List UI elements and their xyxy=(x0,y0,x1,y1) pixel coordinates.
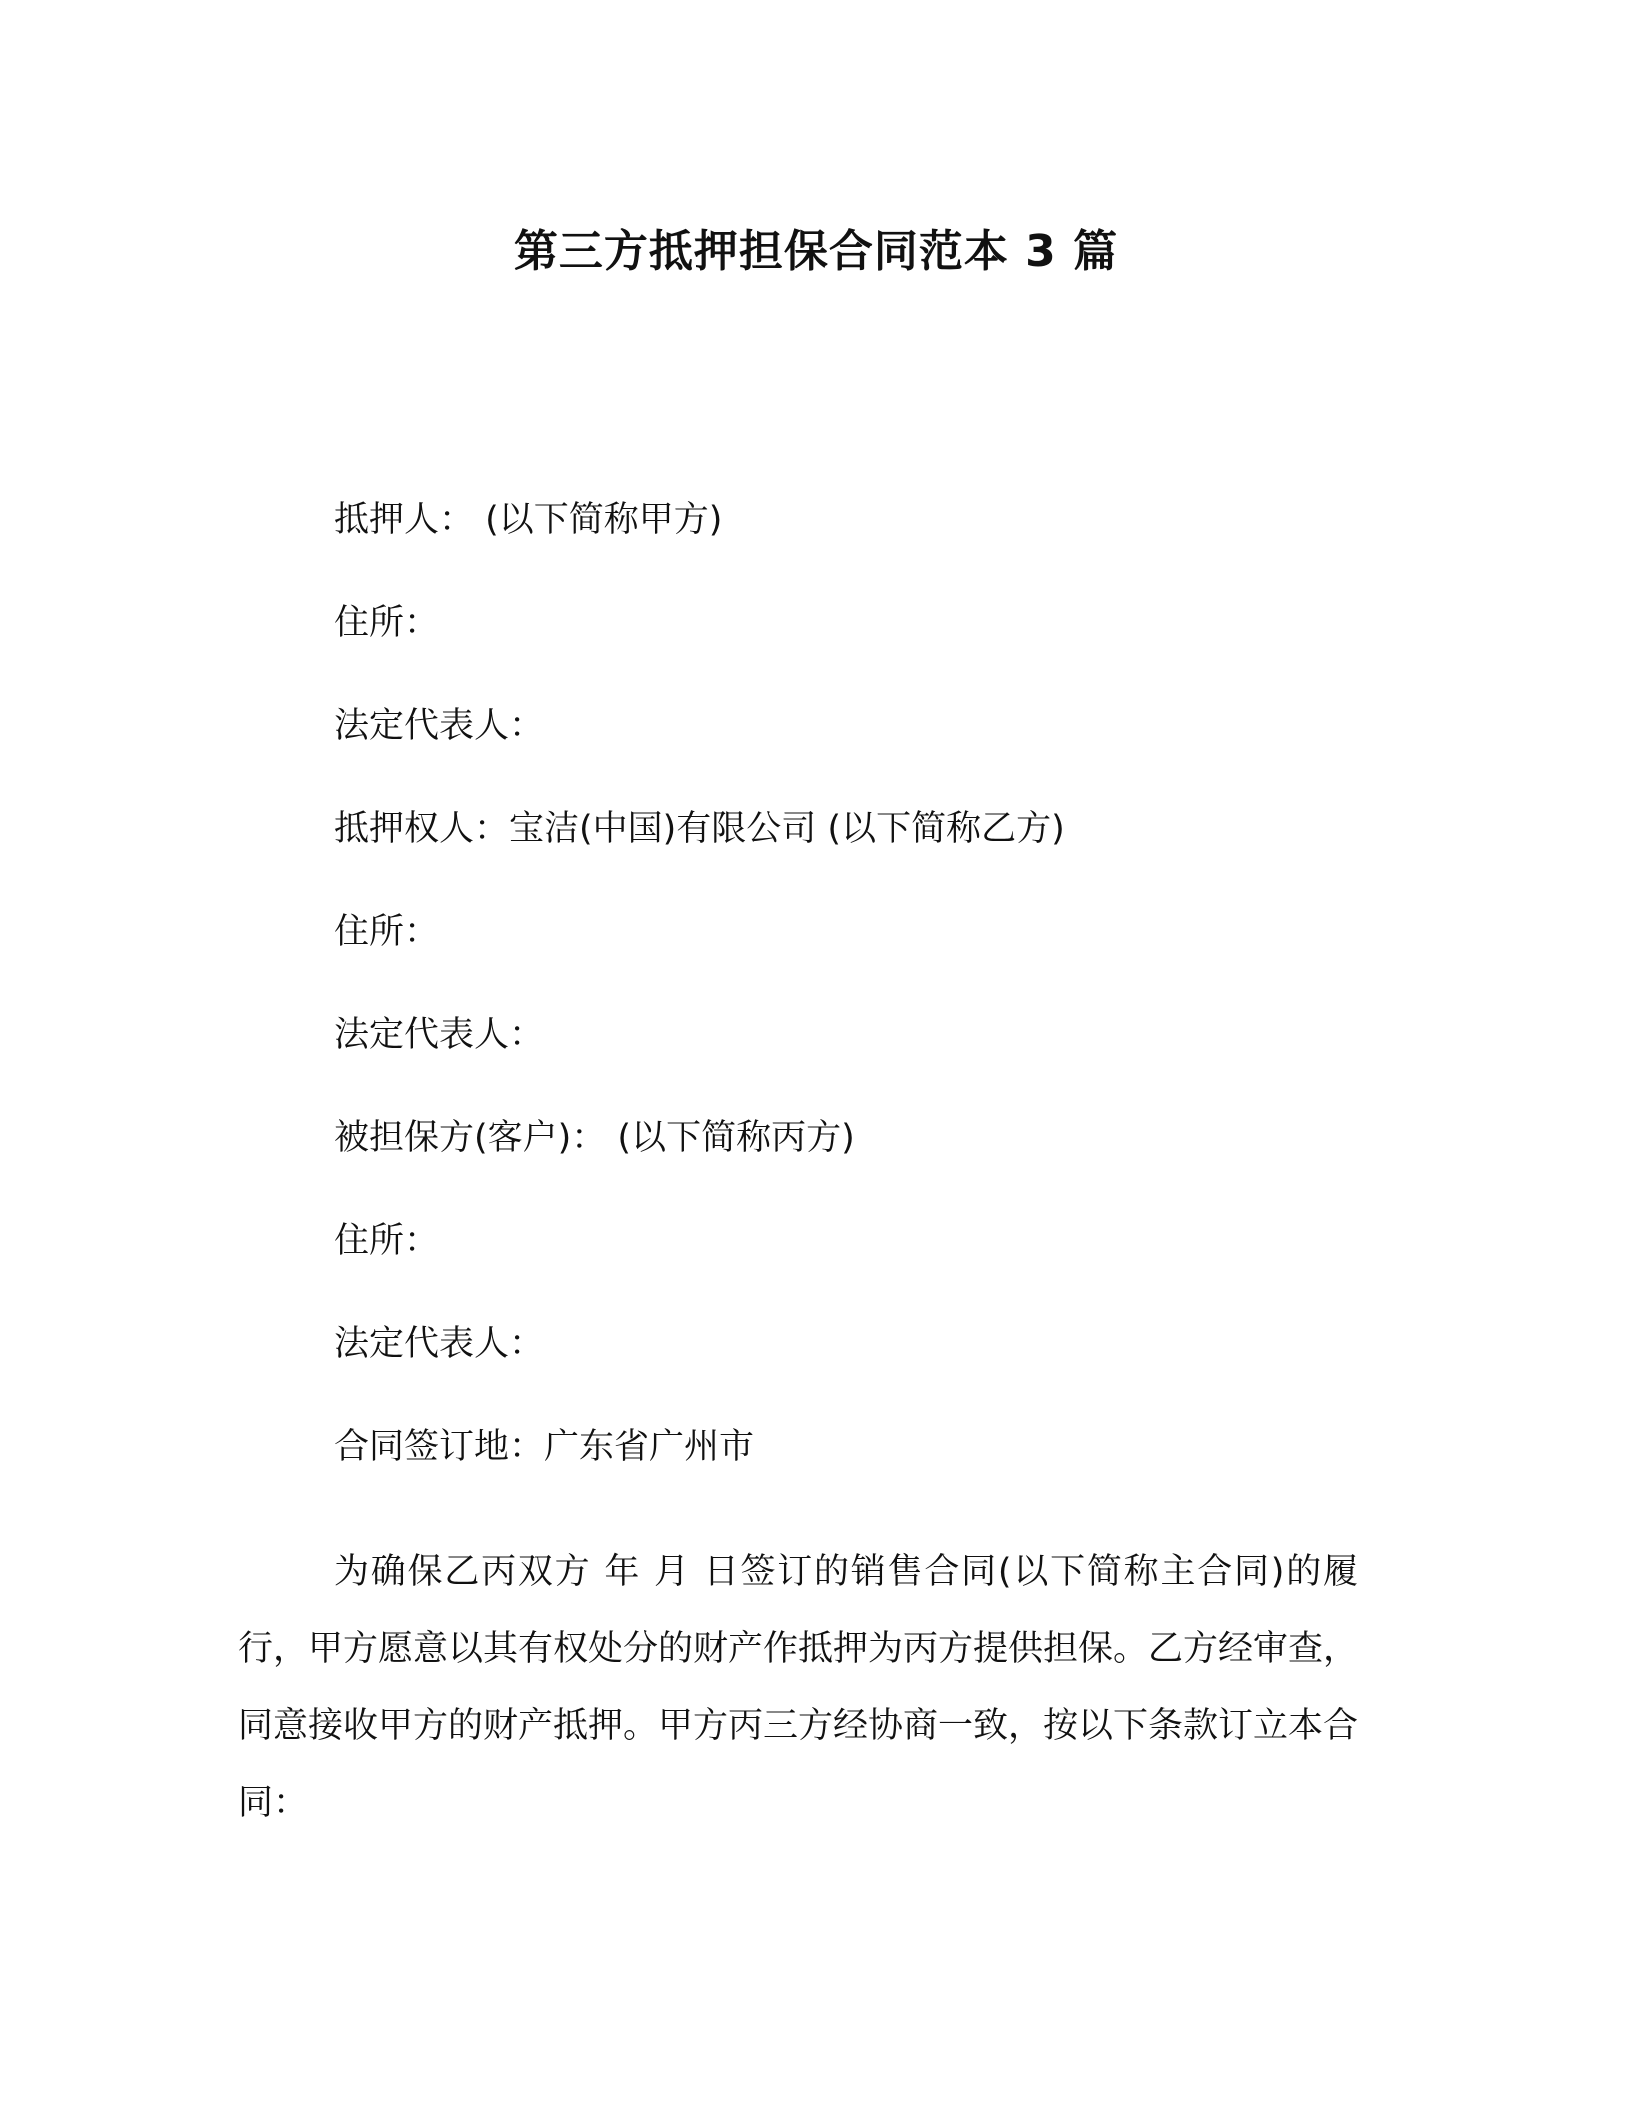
field-signing-place: 合同签订地：广东省广州市 xyxy=(334,1427,755,1467)
field-mortgagee-address: 住所： xyxy=(334,912,440,952)
field-mortgagor-legal-rep: 法定代表人： xyxy=(334,706,545,746)
field-guaranteed-party: 被担保方(客户)： (以下简称丙方) xyxy=(334,1118,855,1158)
body-paragraph: 为确保乙丙双方 年 月 日签订的销售合同(以下简称主合同)的履行，甲方愿意以其有权处分的财产作抵押为丙方提供担保。乙方经审查，同意接收甲方的财产抵押。甲方丙三方经协商一致，按以下条款订立本合同： xyxy=(238,1552,1359,1823)
document-title: 第三方抵押担保合同范本 3 篇 xyxy=(513,226,1119,277)
field-guaranteed-address: 住所： xyxy=(334,1221,440,1261)
field-mortgagor-address: 住所： xyxy=(334,603,440,643)
field-guaranteed-legal-rep: 法定代表人： xyxy=(334,1324,545,1364)
field-mortgagee: 抵押权人：宝洁(中国)有限公司 (以下简称乙方) xyxy=(334,809,1065,849)
field-mortgagor: 抵押人： (以下简称甲方) xyxy=(334,500,723,540)
field-mortgagee-legal-rep: 法定代表人： xyxy=(334,1015,545,1055)
